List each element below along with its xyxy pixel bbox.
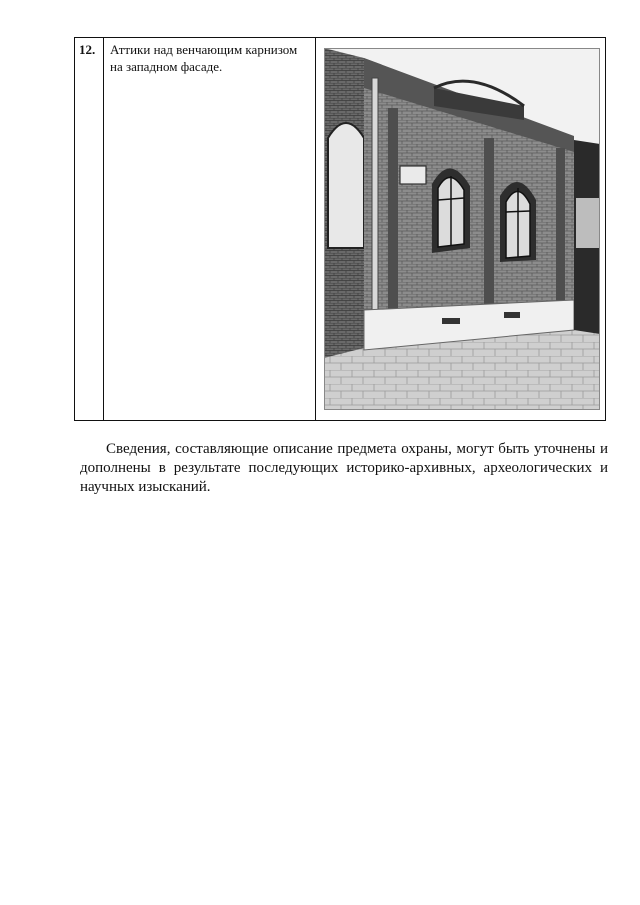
protection-subject-table <box>74 37 606 421</box>
note-paragraph: Сведения, составляющие описание предмета охраны, могут быть уточнены и дополнены в результате последующих историко-архивных, археологических и научных изысканий. <box>80 441 608 495</box>
row-number: 12. <box>75 38 104 421</box>
row-description: Аттики над венчающим карнизом на западном фасаде. <box>104 38 316 421</box>
facade-photo-icon <box>324 48 600 410</box>
building-facade-photo <box>324 48 600 410</box>
table-row <box>75 38 606 421</box>
photo-cell <box>316 38 606 421</box>
